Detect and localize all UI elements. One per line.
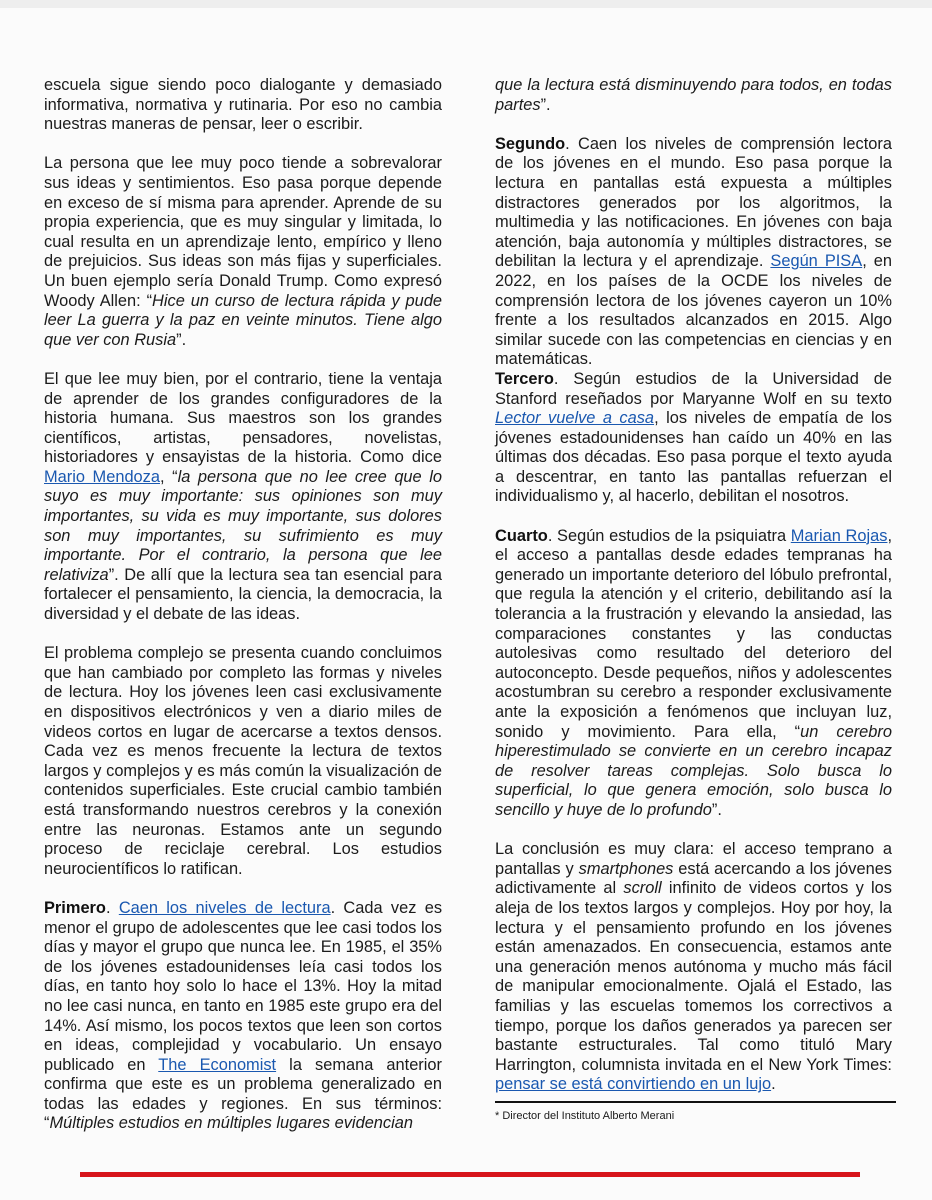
footnote-divider <box>495 1101 896 1103</box>
quote-mario-mendoza: la persona que no lee cree que lo suyo es muy importante: sus opiniones son muy importantes, su vida es muy importante, sus dolores son muy importantes, su sufrimiento es muy importante. Por el contrario, la persona que lee relativiza <box>44 467 442 584</box>
link-caen-niveles-lectura[interactable]: Caen los niveles de lectura <box>118 898 331 917</box>
paragraph-quote-continued <box>495 76 892 115</box>
paragraph-text: está acercando a los jóvenes adictivamente al <box>495 859 892 898</box>
paragraph-text: infinito de videos cortos y los aleja de los textos largos y complejos. Hoy por hoy, la lectura y el pensamiento profundo en los jóvenes están amenazados. En consecuencia, estamos ante una generación menos autónoma y mucho más fácil de manipular emocionalmente. Ojalá el Estado, las familias y las escuelas tomemos los correctivos a tiempo, porque los daños generados ya parecen ser bastante estructurales. Tal como tituló Mary Harrington, columnista invitada en el New York Times: <box>495 879 892 1074</box>
paragraph-cuarto <box>495 527 892 821</box>
bottom-accent-bar <box>80 1172 860 1177</box>
link-lector-vuelve-a-casa[interactable]: Lector vuelve a casa <box>495 409 655 428</box>
italic-term-scroll: scroll <box>623 879 662 898</box>
quote-woody-allen: Hice un curso de lectura rápida y pude leer La guerra y la paz en veinte minutos. Tiene algo que ver con Rusia <box>44 291 442 349</box>
paragraph-text: . Cada vez es menor el grupo de adolescentes que lee casi todos los días y mayor el grupo que nunca lee. En 1985, el 35% de los jóvenes estadounidenses leía casi todos los días, en tanto hoy solo lo hace el 13%. Hoy la mitad no lee casi nunca, en tanto en 1985 este grupo era del 14%. Así mismo, los pocos textos que leen son cortos en ideas, complejidad y vocabulario. Un ensayo publicado en <box>44 898 443 1074</box>
paragraph-text: escuela sigue siendo poco dialogante y demasiado informativa, normativa y rutinaria. Por eso no cambia nuestras maneras de pensar, leer o escribir. <box>44 76 442 134</box>
link-mario-mendoza[interactable]: Mario Mendoza <box>44 467 160 486</box>
link-the-economist[interactable]: The Economist <box>158 1055 277 1074</box>
paragraph-text: La persona que lee muy poco tiende a sobrevalorar sus ideas y sentimientos. Eso pasa porque depende en exceso de sí misma para aprender. Aprende de su propia experiencia, que es muy singular y limitada, lo cual resulta en un aprendizaje lento, empírico y lleno de prejuicios. Sus ideas son más fijas y superficiales. Un buen ejemplo sería Donald Trump. Como expresó Woody Allen: “ <box>44 154 442 310</box>
section-label-tercero: Tercero <box>495 369 554 388</box>
paragraph-4 <box>44 644 442 879</box>
right-column <box>495 76 892 1123</box>
quote-marian-rojas: un cerebro hiperestimulado se convierte en un cerebro incapaz de resolver tareas complejas. Solo busca lo superficial, lo que genera emoción, solo busca lo sencillo y huye de lo profundo <box>495 722 892 819</box>
italic-term-smartphones: smartphones <box>578 859 674 878</box>
footnote: * Director del Instituto Alberto Merani <box>495 1109 675 1122</box>
section-label-primero: Primero <box>44 898 106 917</box>
paragraph-text: , en 2022, en los países de la OCDE los niveles de comprensión lectora de los jóvenes cayeron un 10% frente a los resultados alcanzados en 2015. Algo similar sucede con las competencias en ciencias y en matemáticas. <box>495 252 892 369</box>
paragraph-text: , el acceso a pantallas desde edades tempranas ha generado un importante deterioro del lóbulo prefrontal, que regula la atención y el criterio, debilitando así la tolerancia a la frustración y elevando la ansiedad, las comparaciones constantes y las conductas autolesivas como resultado del deterioro del autoconcepto. Desde pequeños, niños y adolescentes acostumbran su cerebro a responder exclusivamente ante la exposición a fenómenos que incluyan luz, sonido y movimiento. Para ella, “ <box>495 526 892 741</box>
paragraph-text: El que lee muy bien, por el contrario, tiene la ventaja de aprender de los grandes configuradores de la historia humana. Sus maestros son los grandes científicos, artistas, pensadores, novelistas, historiadores y ensayistas de la historia. Como dice <box>44 369 442 467</box>
paragraph-text: la semana anterior confirma que este es un problema generalizado en todas las edades y regiones. En sus términos: “ <box>44 1055 442 1133</box>
paragraph-text: , los niveles de empatía de los jóvenes estadounidenses han caído un 40% en las últimas dos décadas. Eso pasa porque el texto ayuda a descentrar, en tanto las pantallas refuerzan el individualismo y, al hacerlo, debilitan el nosotros. <box>495 409 892 506</box>
paragraph-text: . <box>105 898 119 917</box>
paragraph-conclusion <box>495 840 892 1095</box>
left-column <box>44 76 442 1134</box>
link-marian-rojas[interactable]: Marian Rojas <box>790 526 888 545</box>
paragraph-primero <box>44 899 442 1134</box>
paragraph-2 <box>44 154 442 350</box>
paragraph-1 <box>44 76 442 135</box>
quote-economist: Múltiples estudios en múltiples lugares evidencian <box>49 1114 413 1133</box>
paragraph-text: ”. <box>711 800 722 819</box>
section-label-cuarto: Cuarto <box>495 526 548 545</box>
paragraph-text: ”. <box>540 95 551 114</box>
paragraph-text: La conclusión es muy clara: el acceso temprano a pantallas y <box>495 840 892 878</box>
quote-economist-cont: que la lectura está disminuyendo para todos, en todas partes <box>495 76 892 114</box>
link-segun-pisa[interactable]: Según PISA <box>770 252 863 271</box>
paragraph-text: . Según estudios de la Universidad de Stanford reseñados por Maryanne Wolf en su texto <box>495 369 892 408</box>
paragraph-segundo <box>495 135 892 370</box>
paragraph-text: El problema complejo se presenta cuando concluimos que han cambiado por completo las formas y niveles de lectura. Hoy los jóvenes leen casi exclusivamente en dispositivos electrónicos y ven a diario miles de videos cortos en lugar de acercarse a textos densos. Cada vez es menos frecuente la lectura de textos largos y complejos y es más común la visualización de contenidos superficiales. Este crucial cambio también está transformando nuestros cerebros y la conexión entre las neuronas. Estamos ante un segundo proceso de reciclaje cerebral. Los estudios neurocientíficos lo ratifican. <box>44 644 442 878</box>
paragraph-text: , “ <box>159 467 178 486</box>
paragraph-text: . <box>771 1075 776 1094</box>
link-pensar-lujo[interactable]: pensar se está convirtiendo en un lujo <box>495 1075 772 1094</box>
paragraph-text: . Según estudios de la psiquiatra <box>547 526 791 545</box>
paragraph-text: ”. <box>176 330 187 349</box>
top-bar <box>0 0 932 8</box>
section-label-segundo: Segundo <box>495 134 566 153</box>
paragraph-text: ”. De allí que la lectura sea tan esencial para fortalecer el pensamiento, la ciencia, la democracia, la diversidad y el debate de las ideas. <box>44 565 442 624</box>
paragraph-3 <box>44 370 442 625</box>
paragraph-text: . Caen los niveles de comprensión lectora de los jóvenes en el mundo. Eso pasa porque la lectura en pantallas está expuesta a múltiples distractores generados por los algoritmos, la multimedia y las notificaciones. En jóvenes con baja atención, baja autonomía y múltiples distractores, se debilitan la lectura y el aprendizaje. <box>495 134 892 271</box>
paragraph-tercero <box>495 370 892 507</box>
